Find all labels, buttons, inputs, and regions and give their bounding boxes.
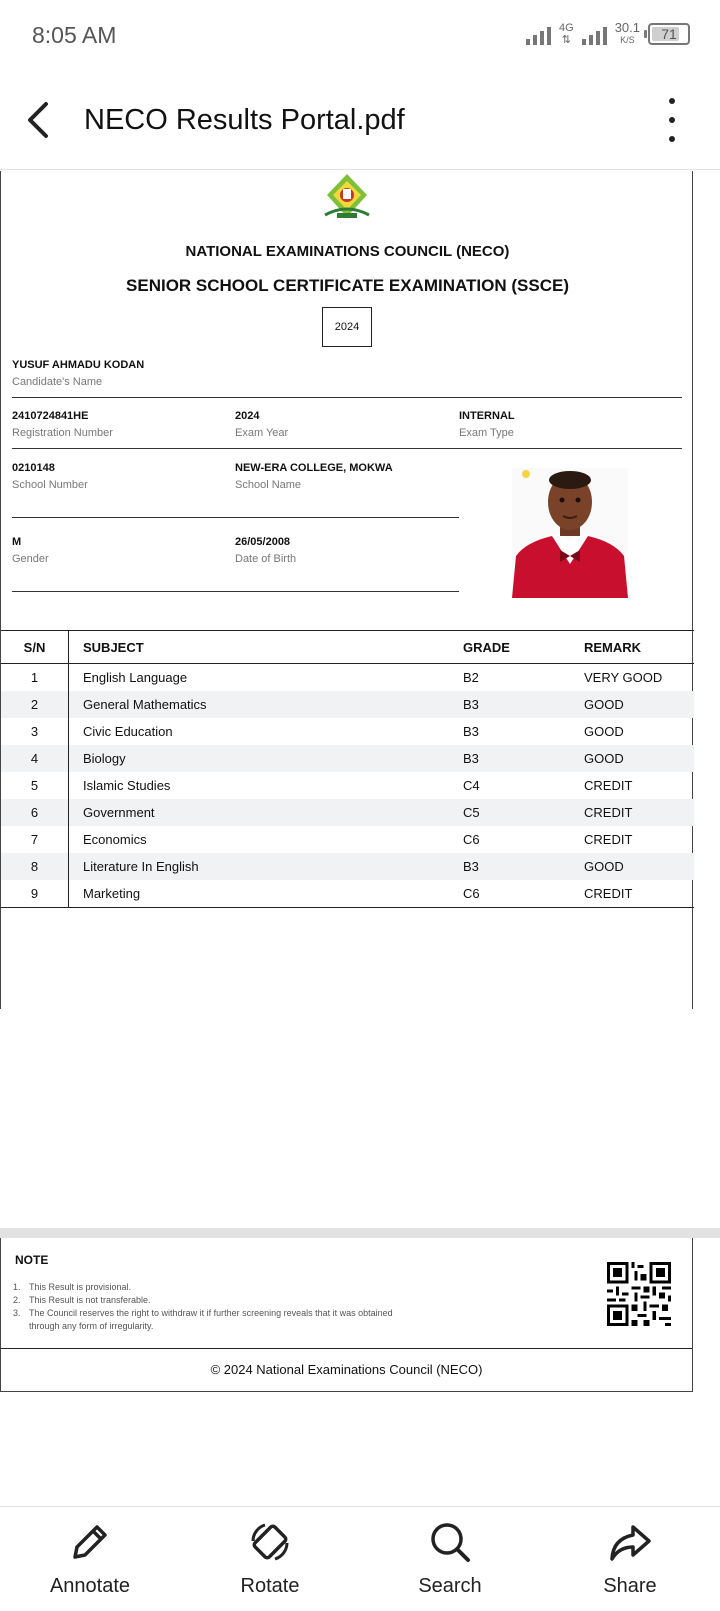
status-icons: [526, 22, 690, 46]
note-title: NOTE: [15, 1253, 49, 1267]
org-name: NATIONAL EXAMINATIONS COUNCIL (NECO): [185, 243, 510, 260]
pencil-icon: [67, 1519, 113, 1565]
exam-name: SENIOR SCHOOL CERTIFICATE EXAMINATION (SSCE): [126, 276, 569, 295]
rotate-icon: [247, 1519, 293, 1565]
header-grade: GRADE: [463, 639, 510, 655]
results-table: [1, 630, 694, 908]
exam-type-field: INTERNAL Exam Type: [459, 410, 515, 439]
pdf-page-1[interactable]: [0, 171, 693, 1009]
qr-code: [607, 1262, 671, 1326]
share-label: Share: [603, 1575, 657, 1597]
dot: [669, 98, 675, 104]
list-item: 1. This Result is provisional.: [13, 1282, 132, 1292]
rotate-button[interactable]: [180, 1507, 360, 1611]
chevron-left-icon: [20, 96, 60, 144]
table-row: 2 General Mathematics B3 GOOD: [1, 691, 694, 718]
dot: [669, 117, 675, 123]
more-options-button[interactable]: [662, 98, 682, 142]
search-icon: [427, 1519, 473, 1565]
divider: [12, 397, 682, 398]
app-bar: [0, 72, 720, 170]
annotate-label: Annotate: [49, 1575, 131, 1597]
table-row: 1 English Language B2 VERY GOOD: [1, 664, 694, 691]
document-title: NECO Results Portal.pdf: [84, 104, 405, 136]
signal-icon: [526, 23, 551, 45]
divider: [12, 448, 682, 449]
header-subject: SUBJECT: [83, 639, 144, 655]
divider: [12, 591, 459, 592]
dot: [669, 136, 675, 142]
date-of-birth-field: 26/05/2008 Date of Birth: [235, 536, 297, 565]
signal-icon-2: [582, 23, 607, 45]
table-row: 3 Civic Education B3 GOOD: [1, 718, 694, 745]
year-box: 2024: [322, 307, 372, 347]
table-header: [1, 631, 694, 664]
annotate-button[interactable]: [0, 1507, 180, 1611]
network-label: 4G: [559, 22, 574, 34]
list-item: 2. This Result is not transferable.: [13, 1295, 151, 1305]
share-button[interactable]: [540, 1507, 720, 1611]
neco-logo: [319, 173, 375, 221]
candidate-name-field: YUSUF AHMADU KODAN Candidate's Name: [12, 359, 145, 388]
table-row: 9 Marketing C6 CREDIT: [1, 880, 694, 907]
battery-icon: [648, 23, 690, 45]
table-row: 6 Government C5 CREDIT: [1, 799, 694, 826]
header-sn: S/N: [1, 631, 69, 663]
bottom-action-bar: [0, 1506, 720, 1611]
copyright-text: © 2024 National Examinations Council (NECO): [210, 1362, 483, 1377]
search-button[interactable]: [360, 1507, 540, 1611]
pdf-page-2[interactable]: [0, 1238, 693, 1392]
table-row: 7 Economics C6 CREDIT: [1, 826, 694, 853]
exam-year-field: 2024 Exam Year: [235, 410, 289, 439]
network-speed: 30.1 K/S: [614, 20, 640, 45]
school-number-field: 0210148 School Number: [12, 462, 88, 491]
network-type-icon: 4G ⇅: [559, 22, 574, 46]
gender-field: M Gender: [12, 536, 49, 565]
divider: [12, 517, 459, 518]
status-bar: [0, 0, 720, 72]
page-separator: [0, 1228, 720, 1238]
table-row: 4 Biology B3 GOOD: [1, 745, 694, 772]
share-icon: [607, 1519, 653, 1565]
registration-number-field: 2410724841HE Registration Number: [12, 410, 113, 439]
rotate-label: Rotate: [240, 1575, 300, 1597]
divider: [1, 1348, 692, 1349]
table-row: 8 Literature In English B3 GOOD: [1, 853, 694, 880]
table-row: 5 Islamic Studies C4 CREDIT: [1, 772, 694, 799]
back-button[interactable]: [20, 96, 60, 144]
candidate-photo: [512, 468, 628, 598]
list-item: 3. The Council reserves the right to withdraw it if further screening reveals that it was obtained through any form of irregularity.: [13, 1308, 393, 1331]
header-remark: REMARK: [584, 639, 642, 655]
status-time: 8:05 AM: [32, 22, 117, 48]
note-list: [13, 1281, 393, 1333]
battery-level: 71: [661, 26, 677, 42]
school-name-field: NEW-ERA COLLEGE, MOKWA School Name: [235, 462, 393, 491]
search-label: Search: [418, 1575, 482, 1597]
